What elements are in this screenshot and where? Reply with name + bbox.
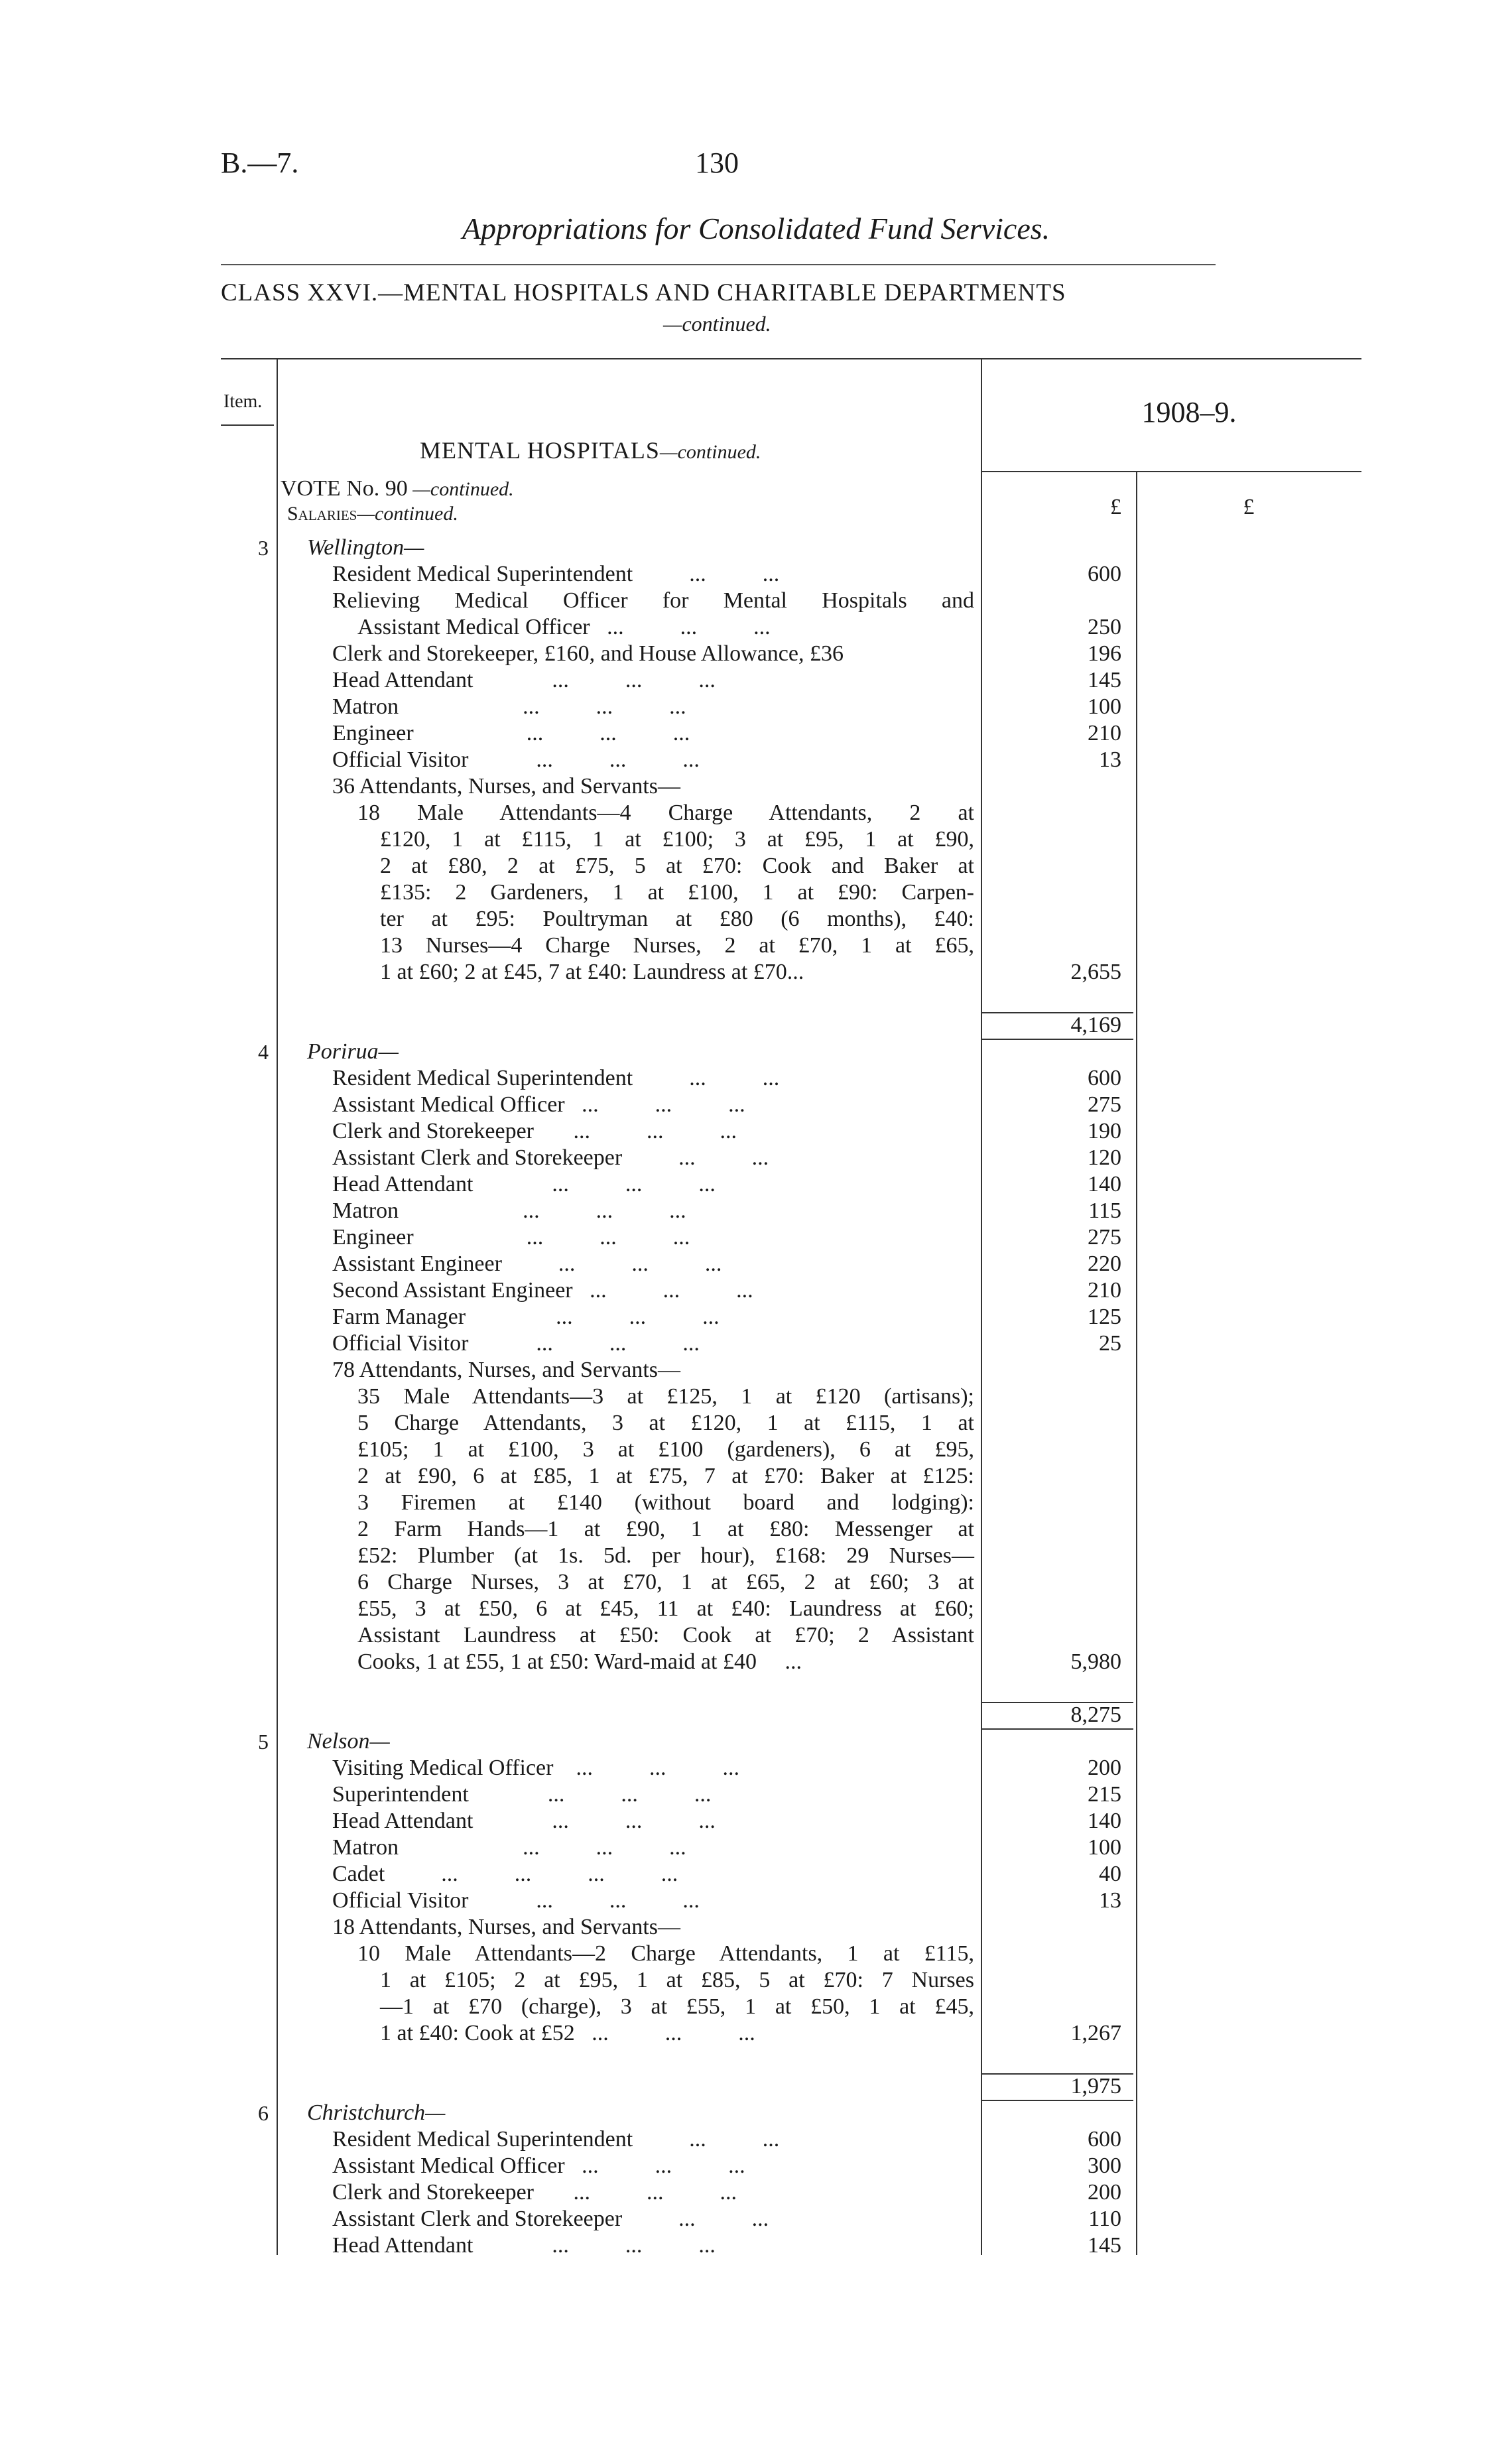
table-row bbox=[221, 1888, 1361, 1914]
row-description: Matron ... ... ... bbox=[332, 1835, 686, 1860]
row-description: 18 Attendants, Nurses, and Servants— bbox=[332, 1915, 681, 1939]
currency-column-2: £ bbox=[1243, 495, 1255, 519]
item-number: 5 bbox=[258, 1730, 269, 1754]
table-row bbox=[221, 720, 1361, 747]
row-description: Resident Medical Superintendent ... ... bbox=[332, 562, 780, 586]
row-amount: 13 bbox=[1099, 1888, 1121, 1913]
vote-continued: —continued. bbox=[407, 478, 514, 500]
row-description: 13 Nurses—4 Charge Nurses, 2 at £70, 1 at £65, bbox=[380, 933, 974, 958]
row-amount: 2,655 bbox=[1070, 960, 1121, 984]
table-row bbox=[221, 1781, 1361, 1808]
row-description: Head Attendant ... ... ... bbox=[332, 668, 716, 692]
row-description: —1 at £70 (charge), 3 at £55, 1 at £50, 1 at £45, bbox=[380, 1994, 974, 2019]
row-description: 2 at £90, 6 at £85, 1 at £75, 7 at £70: Baker at £125: bbox=[357, 1464, 974, 1488]
table-row bbox=[221, 1569, 1361, 1596]
item-head-rule bbox=[221, 424, 274, 426]
table-row bbox=[221, 2179, 1361, 2206]
table-row bbox=[221, 1277, 1361, 1304]
row-amount: 5,980 bbox=[1070, 1649, 1121, 1674]
table-row bbox=[221, 773, 1361, 800]
table-row bbox=[221, 1065, 1361, 1092]
row-description: £52: Plumber (at 1s. 5d. per hour), £168: 29 Nurses— bbox=[357, 1543, 974, 1568]
row-description: Assistant Medical Officer ... ... ... bbox=[357, 615, 771, 639]
vote-label: VOTE No. 90 bbox=[281, 476, 408, 501]
row-amount: 190 bbox=[1088, 1119, 1121, 1143]
row-amount: 200 bbox=[1088, 1756, 1121, 1780]
appropriations-table bbox=[221, 358, 1361, 2258]
row-amount: 600 bbox=[1088, 2127, 1121, 2152]
table-row bbox=[221, 1039, 1361, 1065]
table-row bbox=[221, 1755, 1361, 1781]
row-description: ter at £95: Poultryman at £80 (6 months), £40: bbox=[380, 907, 974, 931]
hospital-name: Nelson— bbox=[307, 1729, 390, 1754]
row-amount: 300 bbox=[1088, 2154, 1121, 2178]
table-row bbox=[221, 641, 1361, 667]
divider bbox=[221, 264, 1216, 265]
table-row bbox=[221, 1994, 1361, 2020]
class-title: CLASS XXVI.—MENTAL HOSPITALS AND CHARITABLE DEPARTMENTS bbox=[221, 279, 1066, 306]
row-description: £105; 1 at £100, 3 at £100 (gardeners), 6 at £95, bbox=[357, 1437, 974, 1462]
row-description: Visiting Medical Officer ... ... ... bbox=[332, 1756, 739, 1780]
row-amount: 1,267 bbox=[1070, 2021, 1121, 2045]
table-row bbox=[221, 1463, 1361, 1490]
row-amount: 140 bbox=[1088, 1172, 1121, 1196]
row-description: 1 at £40: Cook at £52 ... ... ... bbox=[380, 2021, 755, 2045]
row-description: Second Assistant Engineer ... ... ... bbox=[332, 1278, 753, 1303]
table-row bbox=[221, 1118, 1361, 1145]
table-row bbox=[221, 535, 1361, 561]
row-amount: 110 bbox=[1088, 2207, 1121, 2231]
hospital-name: Porirua— bbox=[307, 1039, 399, 1064]
row-amount: 200 bbox=[1088, 2180, 1121, 2205]
row-description: Clerk and Storekeeper ... ... ... bbox=[332, 2180, 737, 2205]
table-row bbox=[221, 879, 1361, 906]
table-row bbox=[221, 1728, 1361, 1755]
page-reference: B.—7. bbox=[221, 147, 299, 179]
page-subtitle: Appropriations for Consolidated Fund Services. bbox=[462, 212, 1050, 245]
table-row bbox=[221, 1834, 1361, 1861]
row-description: Assistant Clerk and Storekeeper ... ... bbox=[332, 2207, 769, 2231]
row-amount: 145 bbox=[1088, 2233, 1121, 2258]
row-amount: 25 bbox=[1099, 1331, 1121, 1356]
table-row bbox=[221, 1171, 1361, 1198]
row-description: Assistant Clerk and Storekeeper ... ... bbox=[332, 1145, 769, 1170]
row-amount: 275 bbox=[1088, 1092, 1121, 1117]
row-description: Assistant Medical Officer ... ... ... bbox=[332, 1092, 745, 1117]
salaries-heading bbox=[287, 503, 458, 525]
row-description: Official Visitor ... ... ... bbox=[332, 1888, 700, 1913]
table-row bbox=[221, 959, 1361, 986]
section-title bbox=[420, 436, 761, 464]
row-amount: 40 bbox=[1099, 1862, 1121, 1886]
row-description: 2 Farm Hands—1 at £90, 1 at £80: Messenger at bbox=[357, 1517, 974, 1541]
row-amount: 215 bbox=[1088, 1782, 1121, 1807]
table-row bbox=[221, 2206, 1361, 2232]
section-continued: —continued. bbox=[659, 441, 761, 463]
table-row bbox=[221, 1967, 1361, 1994]
table-row bbox=[221, 2126, 1361, 2153]
page-number: 130 bbox=[695, 147, 739, 179]
row-description: Resident Medical Superintendent ... ... bbox=[332, 1066, 780, 1090]
row-description: 5 Charge Attendants, 3 at £120, 1 at £115, 1 at bbox=[357, 1411, 974, 1435]
item-number: 6 bbox=[258, 2101, 269, 2125]
row-description: Superintendent ... ... ... bbox=[332, 1782, 712, 1807]
row-amount: 600 bbox=[1088, 1066, 1121, 1090]
row-description: Assistant Engineer ... ... ... bbox=[332, 1252, 722, 1276]
row-description: Resident Medical Superintendent ... ... bbox=[332, 2127, 780, 2152]
table-row bbox=[221, 1410, 1361, 1437]
currency-column-1: £ bbox=[1110, 495, 1121, 519]
item-number: 4 bbox=[258, 1040, 269, 1064]
row-amount: 145 bbox=[1088, 668, 1121, 692]
table-row bbox=[221, 1092, 1361, 1118]
table-row bbox=[221, 1437, 1361, 1463]
table-row bbox=[221, 1622, 1361, 1649]
row-description: 10 Male Attendants—2 Charge Attendants, 1 at £115, bbox=[357, 1941, 974, 1966]
row-description: 2 at £80, 2 at £75, 5 at £70: Cook and Baker at bbox=[380, 854, 974, 878]
row-amount: 196 bbox=[1088, 641, 1121, 666]
row-description: 35 Male Attendants—3 at £125, 1 at £120 (artisans); bbox=[357, 1384, 974, 1409]
row-description: Head Attendant ... ... ... bbox=[332, 2233, 716, 2258]
row-amount: 100 bbox=[1088, 1835, 1121, 1860]
row-description: £55, 3 at £50, 6 at £45, 11 at £40: Laundress at £60; bbox=[357, 1596, 974, 1621]
table-row bbox=[221, 1516, 1361, 1543]
salaries-label: Salaries bbox=[287, 503, 357, 525]
table-row bbox=[221, 853, 1361, 879]
table-row bbox=[221, 2073, 1361, 2100]
table-row bbox=[221, 2153, 1361, 2179]
table-row bbox=[221, 747, 1361, 773]
row-description: £135: 2 Gardeners, 1 at £100, 1 at £90: Carpen- bbox=[380, 880, 974, 905]
row-description: 78 Attendants, Nurses, and Servants— bbox=[332, 1358, 681, 1382]
class-continued: —continued. bbox=[663, 312, 771, 336]
table-row bbox=[221, 1330, 1361, 1357]
item-number: 3 bbox=[258, 536, 269, 560]
subtotal-amount: 8,275 bbox=[1070, 1703, 1121, 1727]
row-spacer bbox=[221, 1675, 1361, 1702]
table-row bbox=[221, 1702, 1361, 1728]
row-description: 1 at £60; 2 at £45, 7 at £40: Laundress at £70... bbox=[380, 960, 804, 984]
row-description: Clerk and Storekeeper, £160, and House Allowance, £36 bbox=[332, 641, 844, 666]
table-row bbox=[221, 667, 1361, 694]
row-amount: 210 bbox=[1088, 1278, 1121, 1303]
row-description: £120, 1 at £115, 1 at £100; 3 at £95, 1 at £90, bbox=[380, 827, 974, 852]
table-row bbox=[221, 933, 1361, 959]
table-row bbox=[221, 1198, 1361, 1224]
row-description: Farm Manager ... ... ... bbox=[332, 1305, 720, 1329]
row-description: 18 Male Attendants—4 Charge Attendants, 2 at bbox=[357, 801, 974, 825]
row-amount: 210 bbox=[1088, 721, 1121, 745]
row-description: 36 Attendants, Nurses, and Servants— bbox=[332, 774, 681, 799]
row-description: Official Visitor ... ... ... bbox=[332, 747, 700, 772]
table-row bbox=[221, 2232, 1361, 2259]
row-description: Clerk and Storekeeper ... ... ... bbox=[332, 1119, 737, 1143]
row-description: Assistant Laundress at £50: Cook at £70; 2 Assistant bbox=[357, 1623, 974, 1647]
row-amount: 600 bbox=[1088, 562, 1121, 586]
row-description: Official Visitor ... ... ... bbox=[332, 1331, 700, 1356]
vote-heading bbox=[281, 476, 514, 501]
table-row bbox=[221, 1224, 1361, 1251]
table-row bbox=[221, 1543, 1361, 1569]
table-row bbox=[221, 1808, 1361, 1834]
table-row bbox=[221, 800, 1361, 826]
row-amount: 100 bbox=[1088, 694, 1121, 719]
row-description: 6 Charge Nurses, 3 at £70, 1 at £65, 2 at £60; 3 at bbox=[357, 1570, 974, 1594]
table-row bbox=[221, 694, 1361, 720]
row-description: Matron ... ... ... bbox=[332, 694, 686, 719]
year-column-header: 1908–9. bbox=[1141, 396, 1237, 428]
row-description: Head Attendant ... ... ... bbox=[332, 1809, 716, 1833]
table-row bbox=[221, 614, 1361, 641]
row-amount: 120 bbox=[1088, 1145, 1121, 1170]
row-amount: 275 bbox=[1088, 1225, 1121, 1250]
row-description: 3 Firemen at £140 (without board and lodging): bbox=[357, 1490, 974, 1515]
table-row bbox=[221, 561, 1361, 588]
row-amount: 115 bbox=[1088, 1198, 1121, 1223]
table-row bbox=[221, 588, 1361, 614]
year-head-rule bbox=[981, 471, 1361, 472]
table-row bbox=[221, 826, 1361, 853]
row-description: Engineer ... ... ... bbox=[332, 1225, 690, 1250]
row-description: Cooks, 1 at £55, 1 at £50: Ward-maid at £40 ... bbox=[357, 1649, 802, 1674]
table-row bbox=[221, 2100, 1361, 2126]
table-row bbox=[221, 906, 1361, 933]
row-description: Engineer ... ... ... bbox=[332, 721, 690, 745]
row-amount: 13 bbox=[1099, 747, 1121, 772]
row-amount: 125 bbox=[1088, 1305, 1121, 1329]
row-description: Cadet ... ... ... ... bbox=[332, 1862, 678, 1886]
table-top-rule bbox=[221, 358, 1361, 359]
row-description: Head Attendant ... ... ... bbox=[332, 1172, 716, 1196]
table-row bbox=[221, 1941, 1361, 1967]
subtotal-amount: 1,975 bbox=[1070, 2074, 1121, 2098]
row-description: Relieving Medical Officer for Mental Hospitals and bbox=[332, 588, 974, 613]
row-description: Assistant Medical Officer ... ... ... bbox=[332, 2154, 745, 2178]
salaries-continued: —continued. bbox=[357, 503, 458, 525]
hospital-name: Wellington— bbox=[307, 535, 424, 560]
table-row bbox=[221, 1304, 1361, 1330]
item-column-header: Item. bbox=[223, 391, 263, 412]
table-row bbox=[221, 1861, 1361, 1888]
table-row bbox=[221, 1649, 1361, 1675]
table-row bbox=[221, 1145, 1361, 1171]
table-row bbox=[221, 1012, 1361, 1039]
table-rows bbox=[221, 535, 1361, 2259]
row-amount: 140 bbox=[1088, 1809, 1121, 1833]
row-description: Matron ... ... ... bbox=[332, 1198, 686, 1223]
row-spacer bbox=[221, 986, 1361, 1012]
table-row bbox=[221, 1357, 1361, 1383]
row-spacer bbox=[221, 2047, 1361, 2073]
hospital-name: Christchurch— bbox=[307, 2100, 446, 2125]
table-row bbox=[221, 1490, 1361, 1516]
row-amount: 220 bbox=[1088, 1252, 1121, 1276]
table-row bbox=[221, 1251, 1361, 1277]
table-row bbox=[221, 1383, 1361, 1410]
table-row bbox=[221, 1914, 1361, 1941]
subtotal-amount: 4,169 bbox=[1070, 1013, 1121, 1037]
table-row bbox=[221, 2020, 1361, 2047]
row-description: 1 at £105; 2 at £95, 1 at £85, 5 at £70: 7 Nurses bbox=[380, 1968, 974, 1992]
row-amount: 250 bbox=[1088, 615, 1121, 639]
table-row bbox=[221, 1596, 1361, 1622]
section-title-text: MENTAL HOSPITALS bbox=[420, 437, 660, 464]
